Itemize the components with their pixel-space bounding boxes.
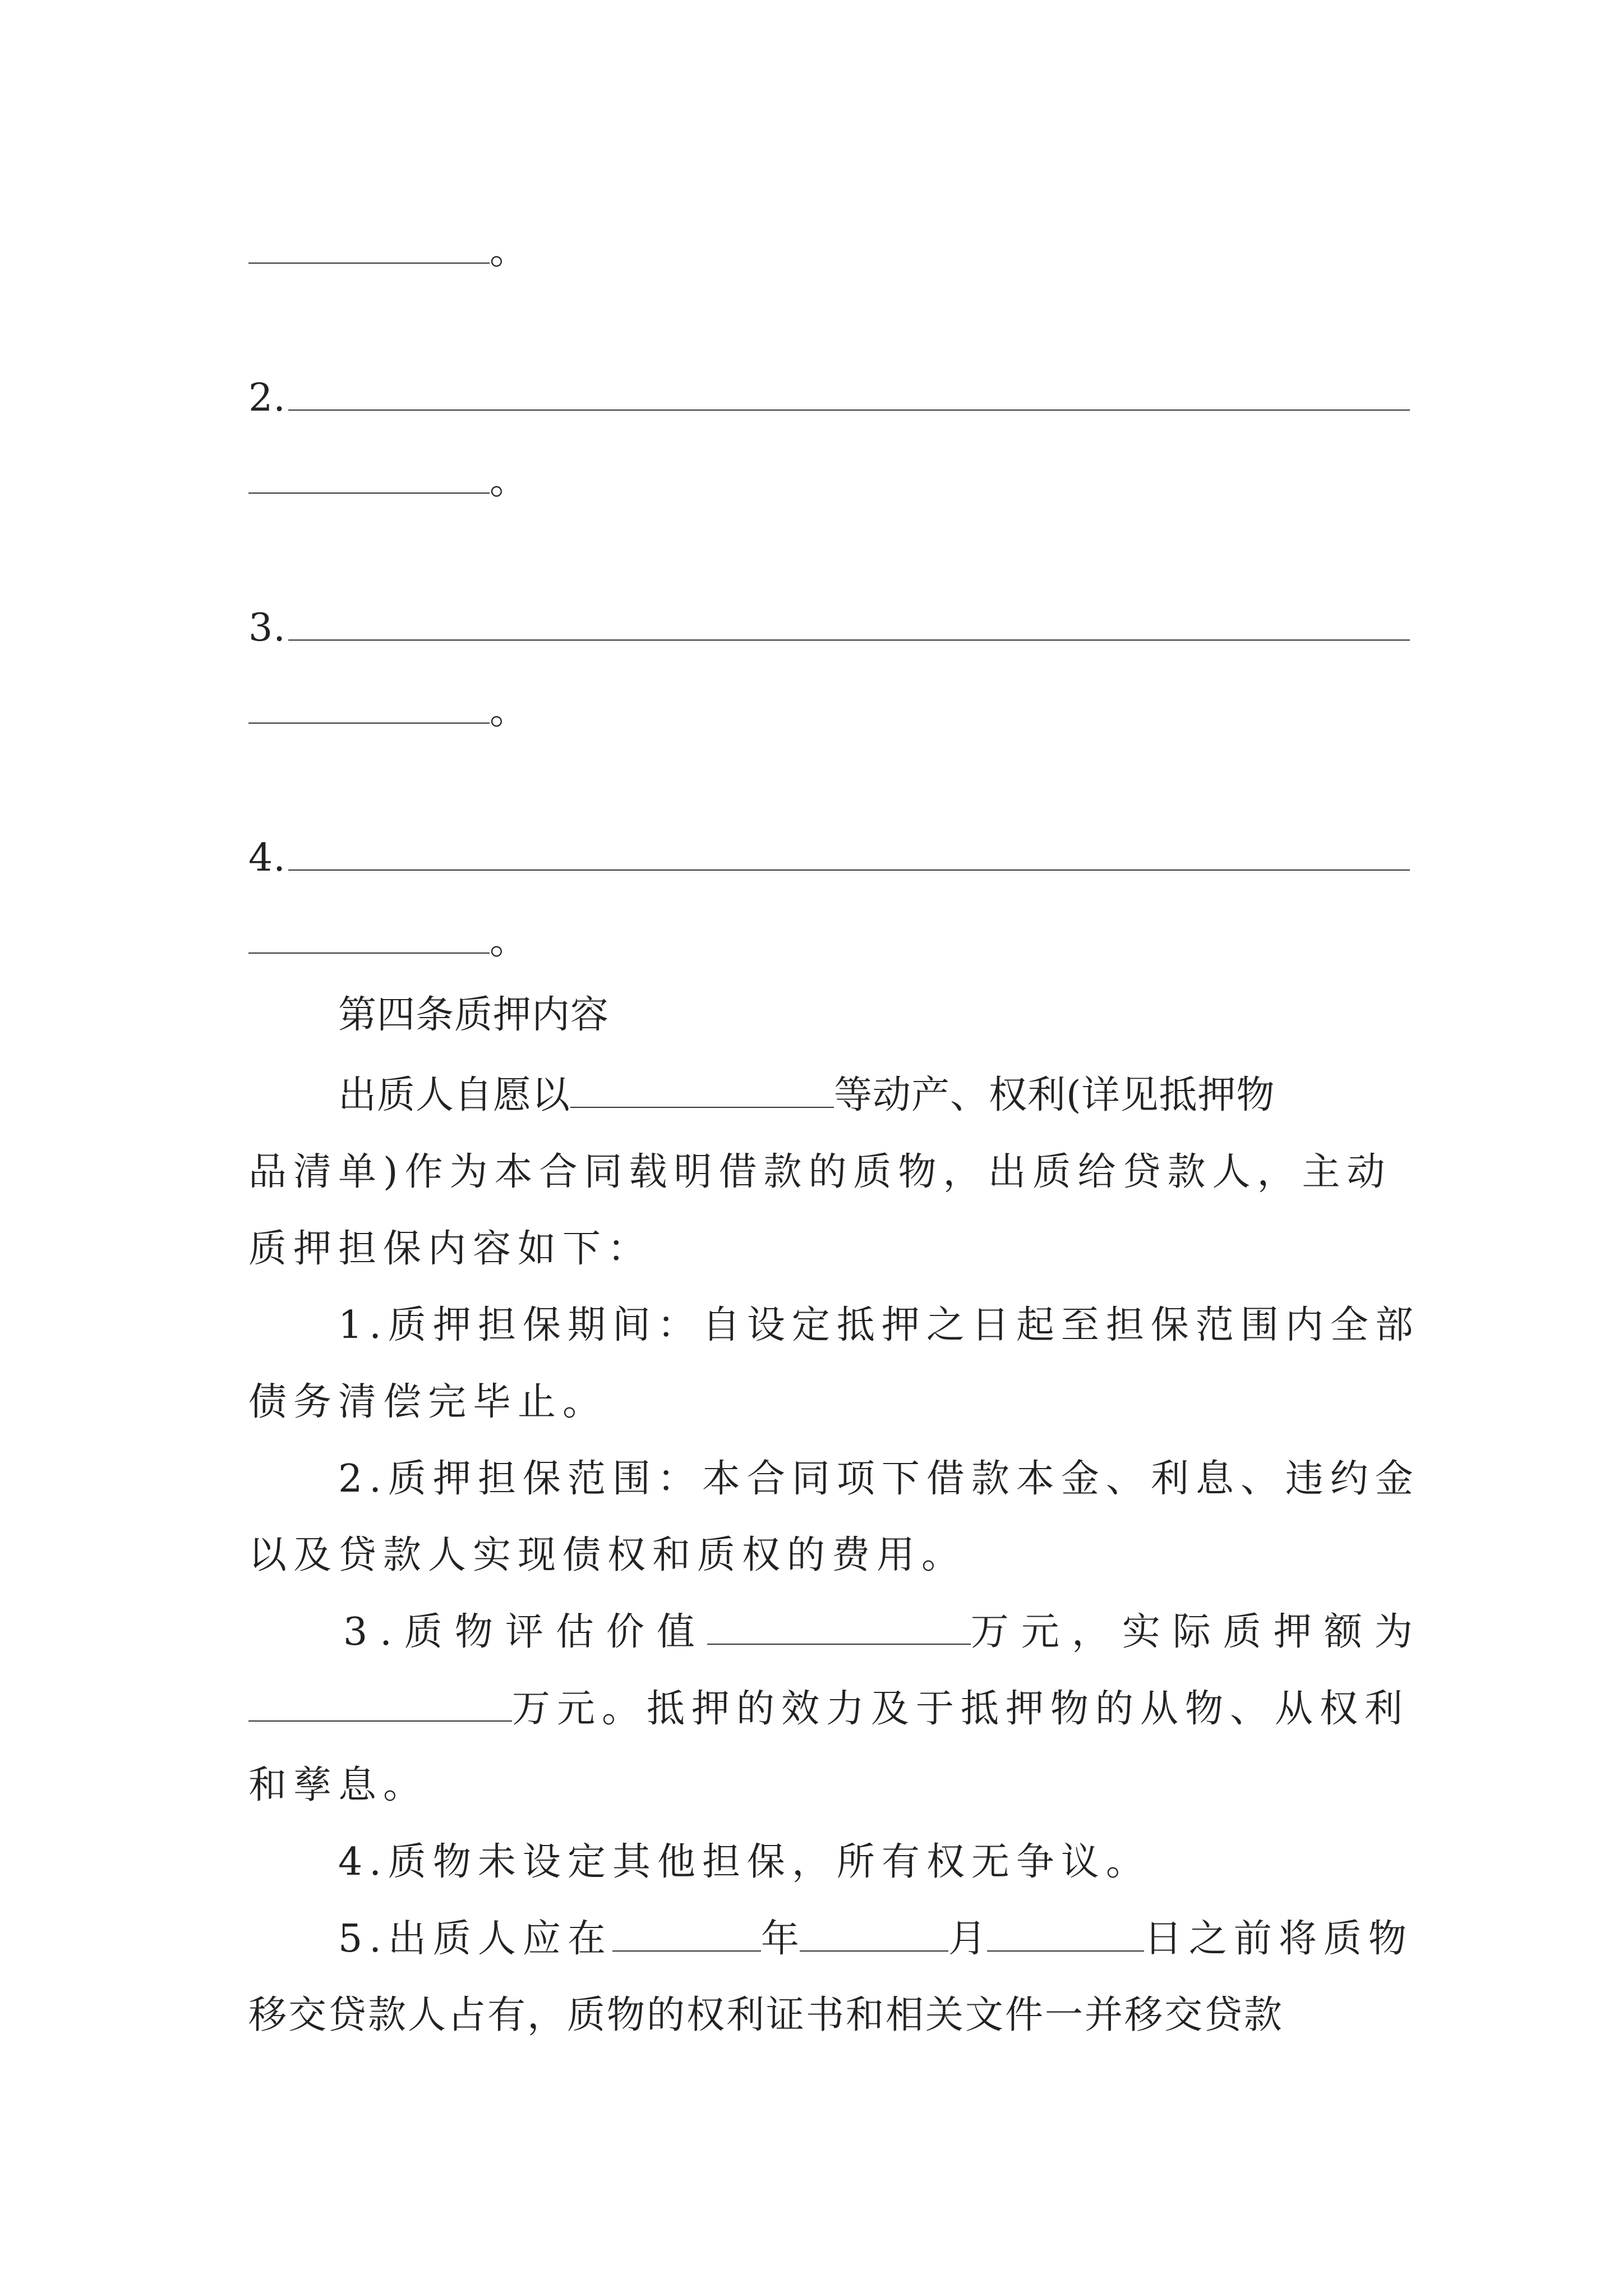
period: 。 [490, 229, 529, 273]
clause-3-line: 和孳息。 [248, 1763, 428, 1807]
fill-blank[interactable] [707, 1609, 971, 1645]
item-3-continuation [248, 683, 528, 739]
text-segment: 等动产、权利(详见抵押物 [834, 1073, 1275, 1117]
month-blank[interactable] [800, 1916, 948, 1952]
fill-blank[interactable] [248, 458, 490, 494]
fill-blank[interactable] [288, 375, 1410, 411]
item-3-line [248, 600, 1410, 656]
year-blank[interactable] [612, 1916, 761, 1952]
fill-blank[interactable] [288, 835, 1410, 871]
text-segment: 万元。抵押的效力及于抵押物的从物、从权利 [512, 1687, 1410, 1731]
item-2-continuation [248, 453, 528, 509]
item-4-continuation [248, 913, 528, 969]
item-number: 4. [248, 836, 286, 880]
text-segment: 万元，实际质押额为 [970, 1610, 1425, 1654]
fill-blank[interactable] [248, 688, 490, 724]
clause-3-line [343, 1604, 1425, 1660]
article-title: 第四条质押内容 [338, 993, 610, 1037]
paragraph-line: 品清单)作为本合同载明借款的质物，出质给贷款人，主动 [248, 1150, 1392, 1194]
day-blank[interactable] [987, 1916, 1144, 1952]
fill-blank[interactable] [570, 1072, 834, 1108]
fill-blank[interactable] [248, 1686, 512, 1722]
clause-3-line [248, 1681, 1409, 1737]
item-1-continuation [248, 223, 528, 279]
clause-4-line: 4.质物未设定其他担保，所有权无争议。 [338, 1840, 1151, 1884]
period: 。 [490, 689, 529, 733]
clause-1-line: 债务清偿完毕止。 [248, 1380, 608, 1424]
text-segment: 出质人自愿以 [338, 1073, 571, 1117]
fill-blank[interactable] [248, 228, 490, 264]
clause-2-line: 2.质押担保范围：本合同项下借款本金、利息、违约金 [338, 1457, 1420, 1501]
fill-blank[interactable] [288, 605, 1410, 641]
text-segment: 年 [760, 1917, 800, 1961]
period: 。 [490, 459, 529, 503]
item-number: 3. [248, 606, 286, 650]
text-segment: 3.质物评估价值 [343, 1610, 707, 1654]
paragraph-line: 质押担保内容如下： [248, 1227, 653, 1271]
text-segment: 月 [948, 1917, 987, 1961]
period: 。 [490, 919, 529, 963]
text-segment: 日之前将质物 [1144, 1917, 1413, 1961]
fill-blank[interactable] [248, 918, 490, 954]
text-segment: 5.出质人应在 [338, 1917, 612, 1961]
item-4-line [248, 830, 1410, 886]
clause-2-line: 以及贷款人实现债权和质权的费用。 [248, 1533, 967, 1577]
clause-5-line: 移交贷款人占有，质物的权利证书和相关文件一并移交贷款 [248, 1993, 1284, 2037]
clause-1-line: 1.质押担保期间：自设定抵押之日起至担保范围内全部 [338, 1303, 1420, 1347]
clause-5-line [338, 1911, 1413, 1967]
paragraph-line [338, 1068, 1275, 1124]
item-2-line [248, 370, 1410, 426]
item-number: 2. [248, 376, 286, 420]
